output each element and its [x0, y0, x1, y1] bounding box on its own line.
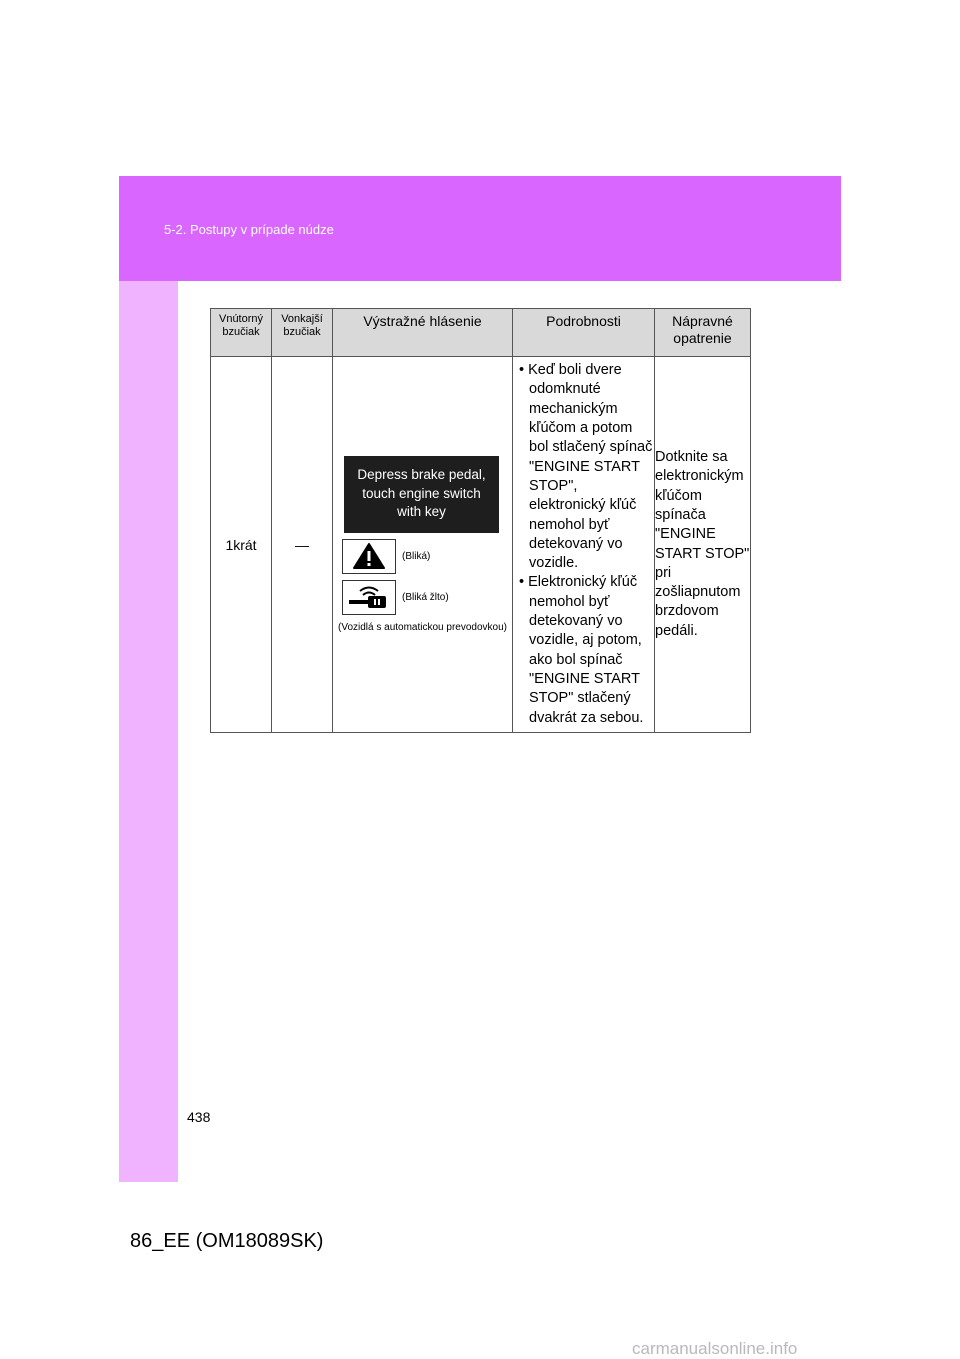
details-cell — [513, 357, 655, 733]
outer-buzzer-value: — — [272, 357, 333, 733]
indicator-row — [342, 580, 512, 615]
message-line: with key — [397, 504, 446, 520]
table-header-row — [211, 309, 751, 357]
indicator-label: (Bliká) — [402, 550, 431, 562]
warning-message-cell — [333, 357, 513, 733]
message-display — [344, 456, 499, 533]
section-title: 5-2. Postupy v prípade núdze — [164, 222, 334, 237]
warning-triangle-icon — [342, 539, 396, 574]
document-code: 86_EE (OM18089SK) — [130, 1230, 324, 1252]
header-inner-buzzer: Vnútorný bzučiak — [211, 309, 272, 357]
watermark: carmanualsonline.info — [632, 1339, 798, 1358]
page-number: 438 — [187, 1109, 211, 1125]
warning-table — [210, 308, 751, 733]
header-action: Nápravné opatrenie — [655, 309, 751, 357]
smart-key-icon — [342, 580, 396, 615]
detail-item: • Elektronický kľúč nemohol byť detekovaný vo vozidle, aj potom, ako bol spínač "ENGINE START STOP" stlačený dvakrát za sebou. — [519, 574, 644, 726]
action-cell: Dotknite sa elektronickým kľúčom spínača "ENGINE START STOP" pri zošliapnutom brzdovom pedáli. — [655, 357, 751, 733]
inner-buzzer-value: 1krát — [211, 357, 272, 733]
table-row — [211, 357, 751, 733]
message-line: Depress brake pedal, — [357, 467, 486, 483]
header-outer-buzzer: Vonkajší bzučiak — [272, 309, 333, 357]
detail-item: • Keď boli dvere odomknuté mechanickým kľúčom a potom bol stlačený spínač "ENGINE START STOP", elektronický kľúč nemohol byť detekovaný vo vozidle. — [519, 362, 653, 572]
message-line: touch engine switch — [362, 485, 481, 501]
side-band — [119, 281, 178, 1182]
vehicle-note: (Vozidlá s automatickou prevodovkou) — [338, 621, 507, 633]
header-warning-message: Výstražné hlásenie — [333, 309, 513, 357]
indicator-label: (Bliká žlto) — [402, 591, 449, 603]
indicator-row — [342, 539, 512, 574]
header-details: Podrobnosti — [513, 309, 655, 357]
